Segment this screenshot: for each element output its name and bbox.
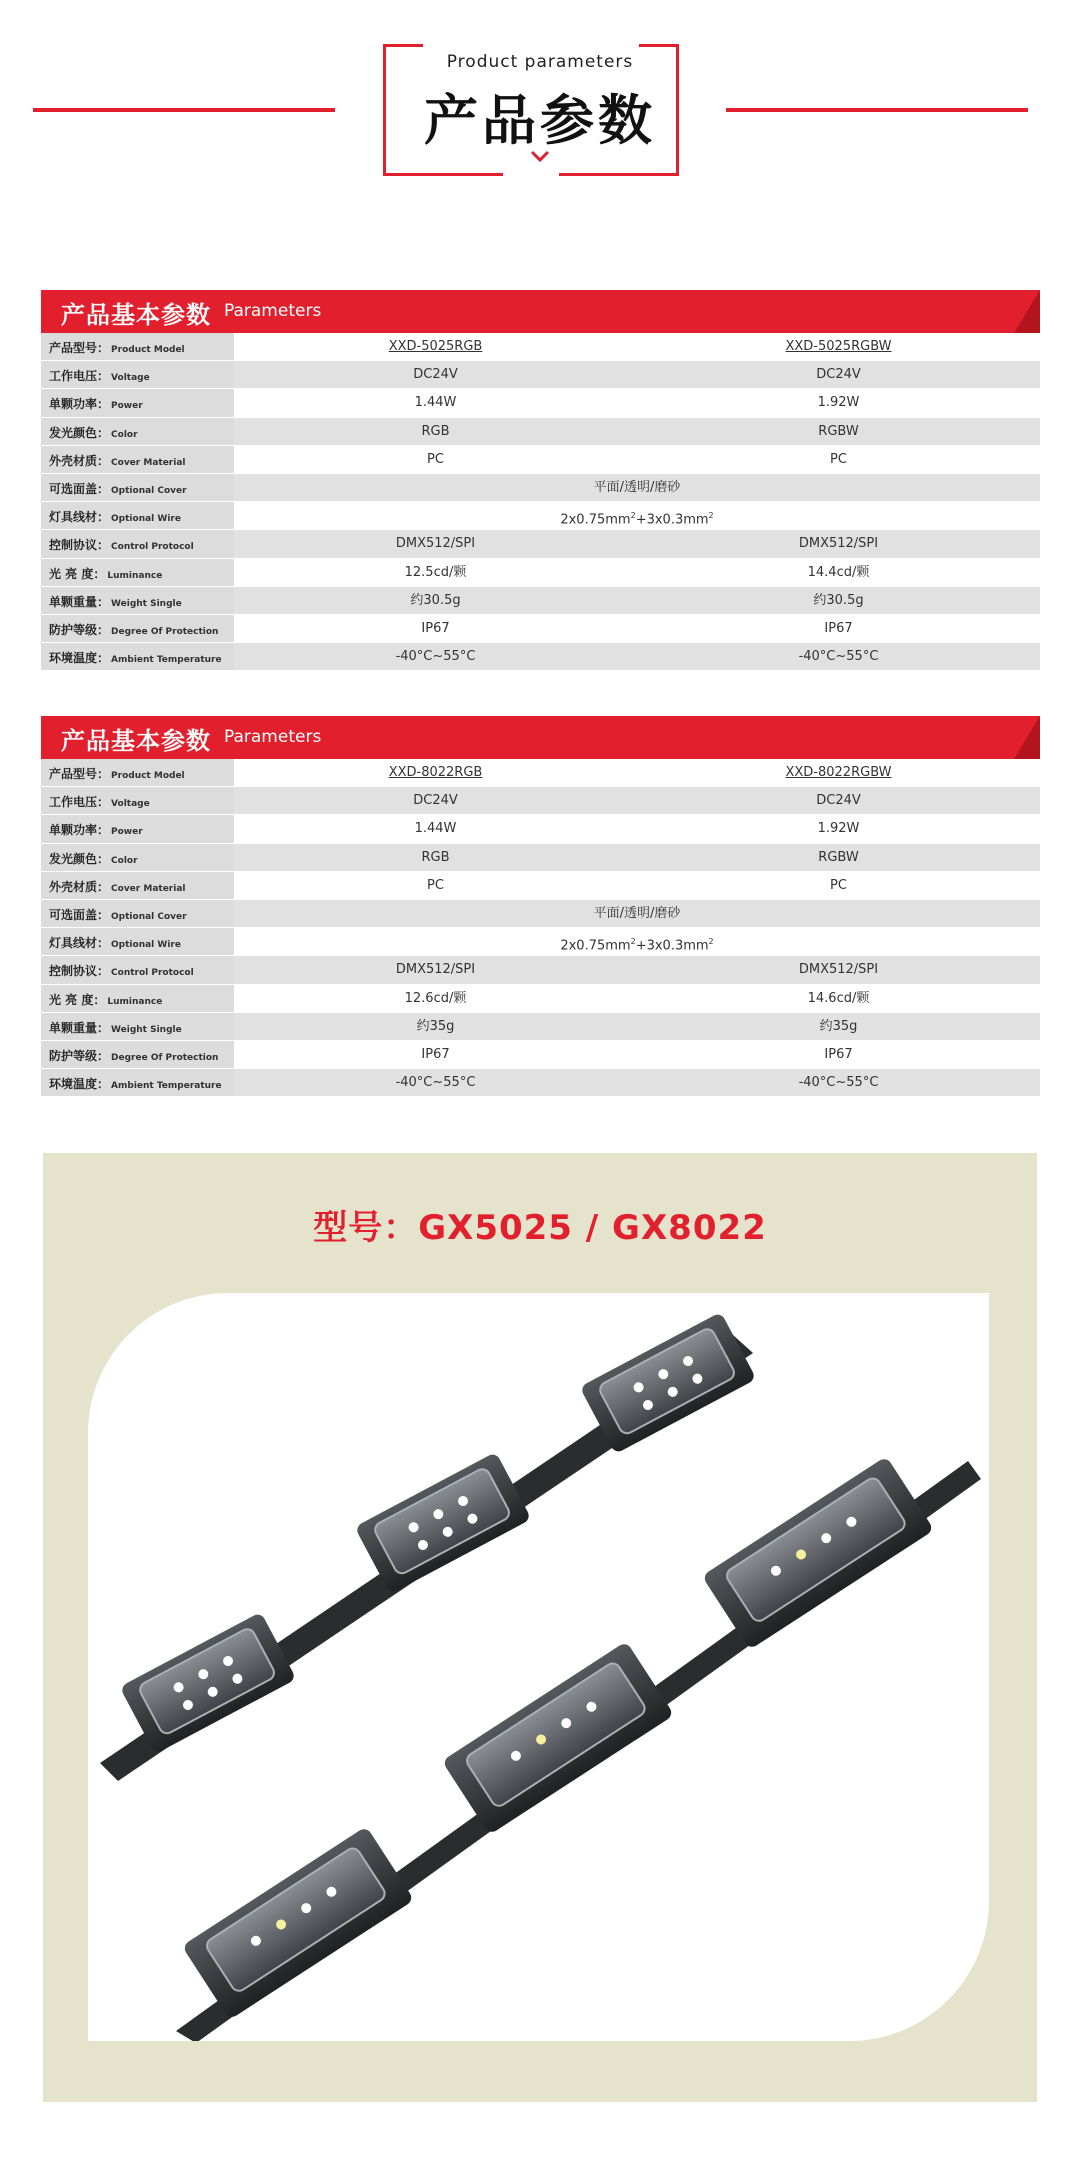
row-label-zh: 环境温度 [49, 651, 98, 666]
row-values [234, 587, 1040, 615]
row-label-en: Product Model [111, 345, 185, 355]
table-row [41, 418, 1040, 446]
row-values [234, 985, 1040, 1013]
row-value-a: 1.44W [414, 395, 457, 411]
row-label-zh: 防护等级 [49, 622, 98, 637]
row-value-b: IP67 [824, 1046, 853, 1062]
row-label: 可选面盖： Optional Cover [41, 474, 234, 502]
row-label-zh: 发光颜色 [49, 851, 98, 866]
row-value-b: XXD-5025RGBW [785, 339, 892, 354]
row-label: 产品型号： Product Model [41, 333, 234, 361]
row-value-a: 12.5cd/颗 [404, 564, 467, 580]
row-label-en: Optional Cover [111, 911, 187, 922]
row-values [234, 1041, 1040, 1069]
row-value-a: RGB [421, 849, 450, 865]
row-values [234, 844, 1040, 872]
wire-spec-sup2: 2 [708, 511, 714, 521]
row-value-b: 1.92W [817, 821, 860, 837]
row-value-a: 约30.5g [410, 592, 461, 608]
section-header [0, 0, 1080, 190]
row-label-en: Luminance [107, 570, 163, 581]
chevron-down-icon [520, 146, 560, 168]
row-values [234, 474, 1040, 502]
row-value-a: IP67 [421, 620, 450, 636]
row-label: 控制协议： Control Protocol [41, 956, 234, 984]
row-values [234, 1013, 1040, 1041]
row-value-a: -40°C~55°C [395, 649, 476, 665]
row-values [234, 502, 1040, 530]
row-values [234, 928, 1040, 956]
row-label-zh: 光 亮 度 [49, 566, 94, 581]
row-value-b: PC [830, 451, 847, 467]
table-row [41, 844, 1040, 872]
header-subtitle: Product parameters [446, 52, 634, 72]
row-label-zh: 单颗重量 [49, 1020, 98, 1035]
row-label-zh: 灯具线材 [49, 936, 98, 951]
row-values [234, 900, 1040, 928]
row-label: 产品型号： Product Model [41, 759, 234, 787]
table-row [41, 643, 1040, 671]
row-value-a: DC24V [413, 367, 458, 383]
row-label: 灯具线材： Optional Wire [41, 502, 234, 530]
row-values [234, 615, 1040, 643]
table-row [41, 530, 1040, 558]
row-label-en: Power [111, 827, 143, 838]
row-value-b: DMX512/SPI [798, 962, 879, 978]
row-label: 防护等级： Degree Of Protection [41, 1041, 234, 1069]
row-label-zh: 发光颜色 [49, 425, 98, 440]
row-label: 单颗重量： Weight Single [41, 587, 234, 615]
row-label-en: Cover Material [111, 883, 186, 894]
spec-table-title: 产品基本参数 [61, 301, 211, 329]
row-label-en: Color [111, 429, 138, 440]
row-value-a: 1.44W [414, 821, 457, 837]
row-value-b: -40°C~55°C [798, 1075, 879, 1091]
wire-spec-part2: +3x0.3mm [635, 512, 709, 528]
row-label-zh: 工作电压 [49, 369, 98, 384]
row-label: 发光颜色： Color [41, 844, 234, 872]
row-label-zh: 环境温度 [49, 1077, 98, 1092]
row-label: 工作电压： Voltage [41, 787, 234, 815]
table-row [41, 474, 1040, 502]
row-value-a: 12.6cd/颗 [404, 990, 467, 1006]
row-values [234, 872, 1040, 900]
row-values [234, 759, 1040, 787]
wire-spec-sup1: 2 [630, 937, 636, 947]
product-model-title: 型号：GX5025 / GX8022 [313, 1208, 767, 1248]
row-label-zh: 产品型号 [49, 767, 98, 781]
row-label-en: Voltage [111, 373, 150, 384]
row-values [234, 389, 1040, 417]
table-row [41, 446, 1040, 474]
row-value-b: 14.4cd/颗 [807, 564, 870, 580]
spec-table-2 [41, 716, 1040, 1097]
row-label: 单颗功率： Power [41, 389, 234, 417]
row-label-zh: 光 亮 度 [49, 992, 94, 1007]
table-row [41, 615, 1040, 643]
row-label-en: Weight Single [111, 598, 182, 609]
table-row [41, 361, 1040, 389]
row-values [234, 530, 1040, 558]
row-label-en: Luminance [107, 996, 163, 1007]
row-label-en: Optional Wire [111, 940, 181, 951]
row-label-zh: 外壳材质 [49, 453, 98, 468]
row-value-a: XXD-8022RGB [388, 765, 483, 780]
wire-spec-part1: 2x0.75mm [560, 512, 631, 528]
row-values [234, 815, 1040, 843]
row-label-en: Cover Material [111, 457, 186, 468]
row-label: 单颗重量： Weight Single [41, 1013, 234, 1041]
page-title: 产品参数 [424, 89, 656, 152]
row-label-en: Color [111, 855, 138, 866]
product-showcase [43, 1153, 1037, 2102]
row-value-b: 14.6cd/颗 [807, 990, 870, 1006]
row-label-en: Voltage [111, 799, 150, 810]
table-row [41, 900, 1040, 928]
row-label-en: Optional Cover [111, 485, 187, 496]
row-value-a: PC [427, 877, 444, 893]
row-values [234, 333, 1040, 361]
row-value-a: 约35g [416, 1018, 455, 1034]
row-label-zh: 单颗重量 [49, 594, 98, 609]
row-label: 外壳材质： Cover Material [41, 872, 234, 900]
row-value-b: RGBW [818, 849, 859, 865]
row-label: 外壳材质： Cover Material [41, 446, 234, 474]
row-label-en: Ambient Temperature [111, 655, 222, 666]
row-label-zh: 控制协议 [49, 538, 98, 553]
row-label: 工作电压： Voltage [41, 361, 234, 389]
row-label-zh: 可选面盖 [49, 481, 98, 496]
row-label-en: Degree Of Protection [111, 1052, 219, 1063]
row-value-b: -40°C~55°C [798, 649, 879, 665]
wire-spec-sup1: 2 [630, 511, 636, 521]
row-value-merged [234, 502, 1040, 529]
table-row [41, 985, 1040, 1013]
product-image-card [88, 1293, 989, 2041]
row-label-en: Degree Of Protection [111, 626, 219, 637]
row-label: 防护等级： Degree Of Protection [41, 615, 234, 643]
row-value-a: DMX512/SPI [395, 962, 476, 978]
table-row [41, 587, 1040, 615]
row-label-zh: 防护等级 [49, 1048, 98, 1063]
row-value-merged: 平面/透明/磨砂 [593, 905, 681, 921]
row-label: 控制协议： Control Protocol [41, 530, 234, 558]
row-value-b: DC24V [816, 367, 861, 383]
row-label: 可选面盖： Optional Cover [41, 900, 234, 928]
row-label-en: Weight Single [111, 1024, 182, 1035]
row-value-b: DC24V [816, 793, 861, 809]
row-label: 发光颜色： Color [41, 418, 234, 446]
table-row [41, 815, 1040, 843]
table-row [41, 1013, 1040, 1041]
row-value-a: -40°C~55°C [395, 1075, 476, 1091]
row-label-en: Product Model [111, 771, 185, 781]
row-label-zh: 工作电压 [49, 795, 98, 810]
row-label: 环境温度： Ambient Temperature [41, 643, 234, 671]
row-label: 光 亮 度： Luminance [41, 985, 234, 1013]
row-label-en: Control Protocol [111, 542, 194, 553]
row-label: 光 亮 度： Luminance [41, 559, 234, 587]
row-values [234, 1069, 1040, 1097]
row-label-zh: 产品型号 [49, 341, 98, 355]
row-label-zh: 控制协议 [49, 964, 98, 979]
table-row [41, 787, 1040, 815]
wire-spec-part2: +3x0.3mm [635, 938, 709, 954]
row-label: 环境温度： Ambient Temperature [41, 1069, 234, 1097]
row-values [234, 361, 1040, 389]
row-value-b: 1.92W [817, 395, 860, 411]
row-label-zh: 可选面盖 [49, 907, 98, 922]
row-label-en: Control Protocol [111, 968, 194, 979]
row-value-b: RGBW [818, 423, 859, 439]
row-values [234, 559, 1040, 587]
row-label: 单颗功率： Power [41, 815, 234, 843]
row-label-zh: 单颗功率 [49, 823, 98, 838]
row-values [234, 643, 1040, 671]
row-label-zh: 单颗功率 [49, 397, 98, 412]
row-value-merged [234, 928, 1040, 955]
row-value-merged: 平面/透明/磨砂 [593, 479, 681, 495]
table-row [41, 502, 1040, 530]
row-value-b: XXD-8022RGBW [785, 765, 892, 780]
spec-table-title: 产品基本参数 [61, 727, 211, 755]
row-value-b: IP67 [824, 620, 853, 636]
table-row [41, 872, 1040, 900]
row-value-a: PC [427, 451, 444, 467]
wire-spec-sup2: 2 [708, 937, 714, 947]
row-value-a: DC24V [413, 793, 458, 809]
row-label: 灯具线材： Optional Wire [41, 928, 234, 956]
table-row [41, 559, 1040, 587]
row-label-zh: 灯具线材 [49, 510, 98, 525]
spec-table-title-en: Parameters [224, 301, 322, 321]
table-row [41, 1041, 1040, 1069]
row-values [234, 787, 1040, 815]
table-row [41, 956, 1040, 984]
led-module-strip-image [88, 1293, 989, 2041]
table-row [41, 389, 1040, 417]
row-values [234, 446, 1040, 474]
table-row [41, 759, 1040, 787]
row-label-en: Ambient Temperature [111, 1081, 222, 1092]
row-value-a: XXD-5025RGB [388, 339, 483, 354]
row-value-a: RGB [421, 423, 450, 439]
row-values [234, 956, 1040, 984]
row-value-b: 约35g [819, 1018, 858, 1034]
spec-table-title-en: Parameters [224, 727, 322, 747]
row-value-b: DMX512/SPI [798, 536, 879, 552]
row-value-a: IP67 [421, 1046, 450, 1062]
wire-spec-part1: 2x0.75mm [560, 938, 631, 954]
row-value-b: PC [830, 877, 847, 893]
row-value-a: DMX512/SPI [395, 536, 476, 552]
row-values [234, 418, 1040, 446]
table-row [41, 928, 1040, 956]
spec-table-header [41, 716, 1040, 759]
table-row [41, 1069, 1040, 1097]
row-label-en: Power [111, 401, 143, 412]
spec-table-header [41, 290, 1040, 333]
row-label-en: Optional Wire [111, 514, 181, 525]
table-row [41, 333, 1040, 361]
row-value-b: 约30.5g [813, 592, 864, 608]
row-label-zh: 外壳材质 [49, 879, 98, 894]
spec-table-1 [41, 290, 1040, 671]
